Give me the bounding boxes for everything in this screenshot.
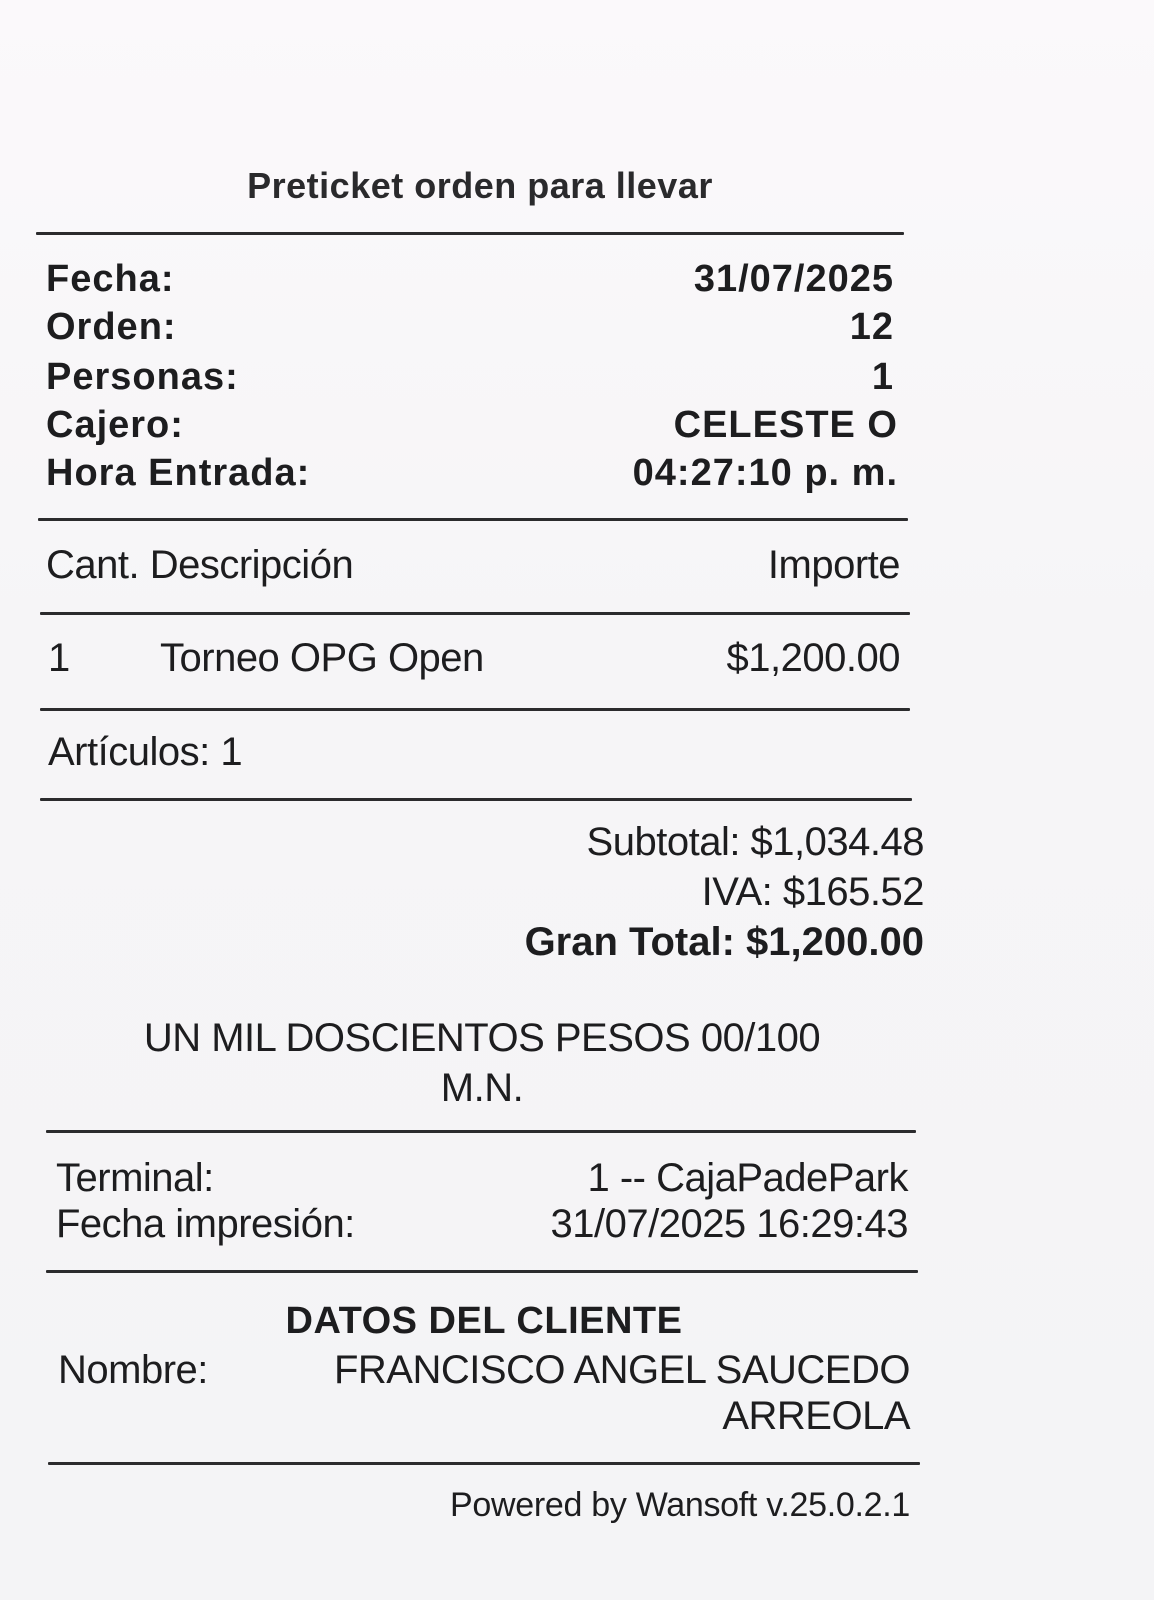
iva: IVA: $165.52 xyxy=(701,870,924,914)
client-name-line2: ARREOLA xyxy=(722,1394,910,1438)
divider xyxy=(46,1130,916,1133)
item-amount: $1,200.00 xyxy=(726,636,900,680)
fecha-label: Fecha: xyxy=(46,258,175,300)
header-row-hora-entrada xyxy=(46,452,914,495)
divider xyxy=(40,798,912,801)
client-name-label: Nombre: xyxy=(58,1348,208,1392)
amount-header: Importe xyxy=(767,543,900,587)
subtotal: Subtotal: $1,034.48 xyxy=(586,820,924,864)
orden-label: Orden: xyxy=(46,306,177,348)
client-heading: DATOS DEL CLIENTE xyxy=(285,1300,683,1342)
powered-by: Powered by Wansoft v.25.0.2.1 xyxy=(450,1486,910,1524)
cajero-label: Cajero: xyxy=(46,404,184,446)
item-description: Torneo OPG Open xyxy=(160,636,484,680)
divider xyxy=(40,612,910,615)
qty-desc-header: Cant. Descripción xyxy=(46,543,354,587)
print-date-row xyxy=(56,1202,908,1247)
orden-value: 12 xyxy=(849,306,894,348)
terminal-label: Terminal: xyxy=(56,1156,214,1200)
cajero-value: CELESTE O xyxy=(673,404,898,446)
ticket-title: Preticket orden para llevar xyxy=(247,165,713,206)
divider xyxy=(38,518,908,521)
divider xyxy=(48,1462,920,1465)
header-row-cajero xyxy=(46,404,914,447)
print-date-label: Fecha impresión: xyxy=(56,1202,355,1246)
header-row-fecha xyxy=(46,258,914,301)
header-row-orden xyxy=(46,306,914,349)
amount-words-line2: M.N. xyxy=(440,1066,524,1110)
fecha-value: 31/07/2025 xyxy=(693,258,894,300)
terminal-row xyxy=(56,1156,908,1201)
personas-label: Personas: xyxy=(46,356,239,398)
hora-entrada-label: Hora Entrada: xyxy=(46,452,311,494)
terminal-value: 1 -- CajaPadePark xyxy=(587,1156,908,1200)
client-name-line1: FRANCISCO ANGEL SAUCEDO xyxy=(333,1348,910,1392)
print-date-value: 31/07/2025 16:29:43 xyxy=(550,1202,908,1246)
divider xyxy=(40,708,910,711)
grand-total: Gran Total: $1,200.00 xyxy=(524,920,924,964)
articles-count: Artículos: 1 xyxy=(48,730,243,774)
amount-words-line1: UN MIL DOSCIENTOS PESOS 00/100 xyxy=(143,1016,821,1060)
divider xyxy=(36,232,904,235)
header-row-personas xyxy=(46,356,914,399)
personas-value: 1 xyxy=(871,356,894,398)
divider xyxy=(46,1270,918,1273)
column-headers xyxy=(46,543,900,588)
hora-entrada-value: 04:27:10 p. m. xyxy=(632,452,898,494)
item-qty: 1 xyxy=(48,636,70,680)
